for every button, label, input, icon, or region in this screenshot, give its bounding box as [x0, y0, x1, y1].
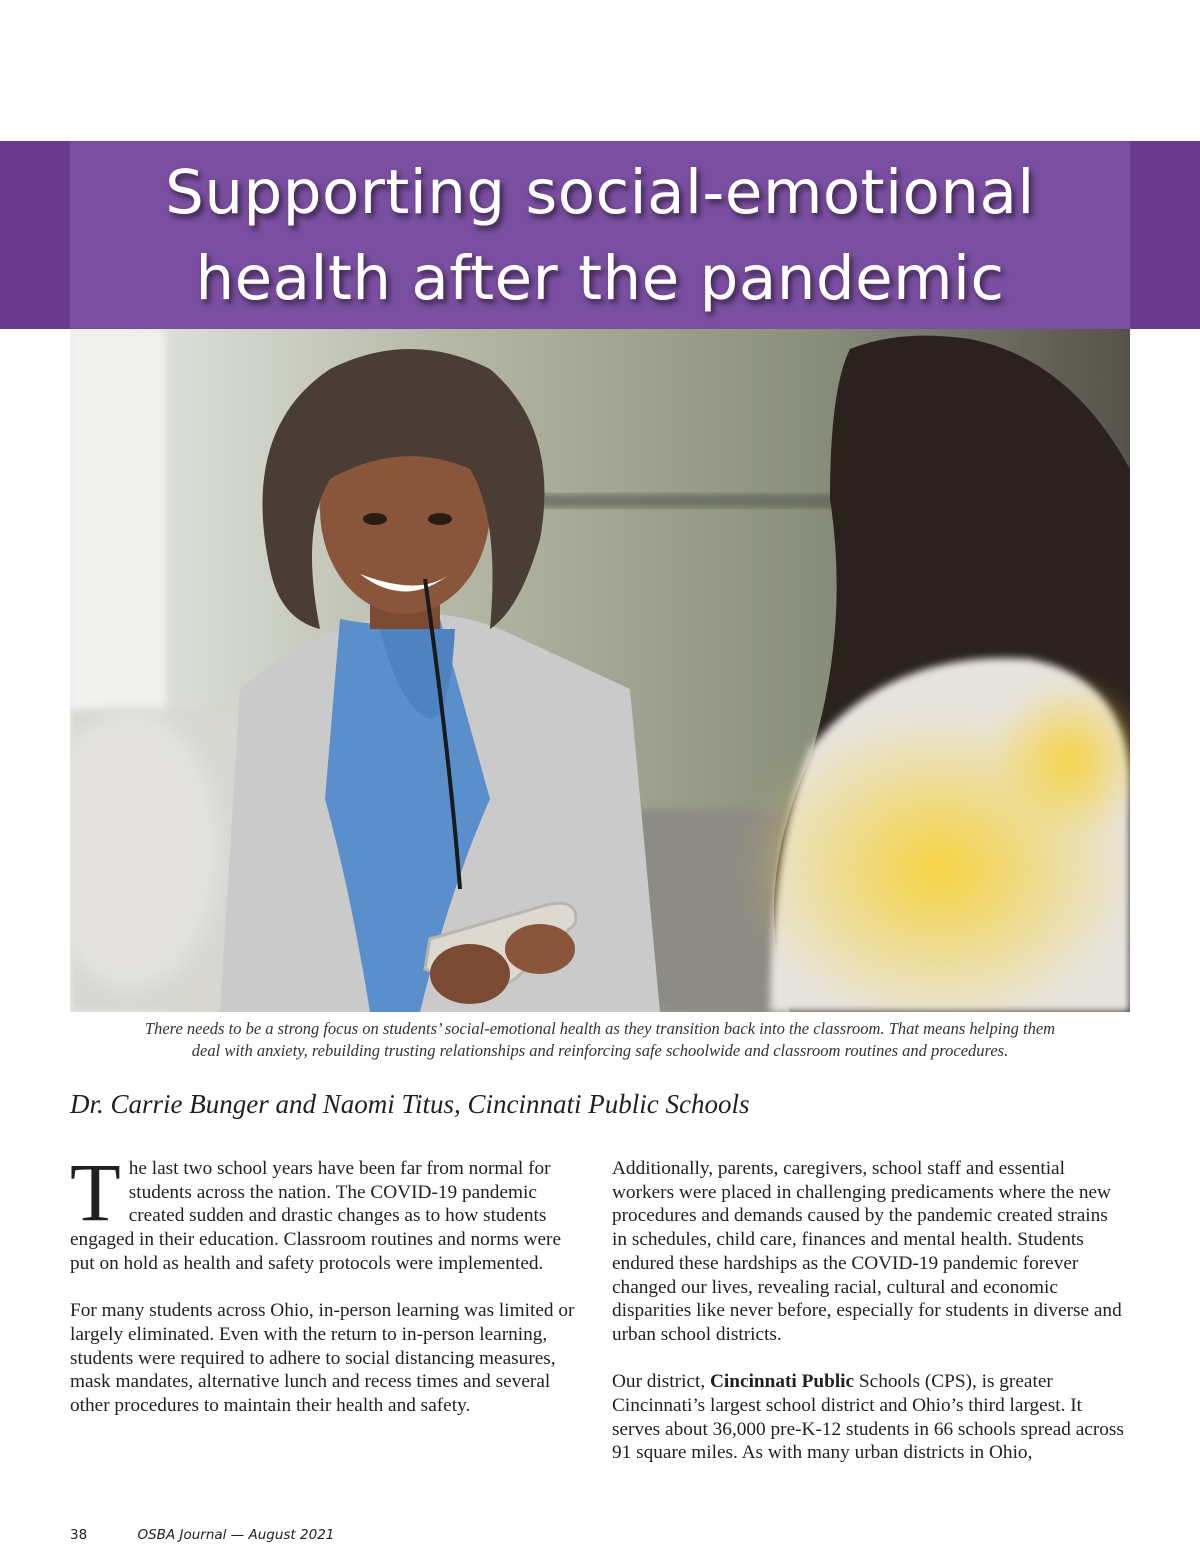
article-title [70, 150, 1130, 322]
photo-caption [72, 1018, 1128, 1062]
district-name-bold: Cincinnati Public [710, 1371, 855, 1393]
paragraph-3: Additionally, parents, caregivers, school staff and essential workers were placed in challenging predicaments where the new procedures and demands caused by the pandemic created strains in schedules, child care, finances and mental health. Students endured these hardships as the COVID-19 pandemic forever changed our lives, revealing racial, cultural and economic disparities like never before, especially for students in diverse and urban school districts. [612, 1158, 1122, 1345]
title-line-2: health after the pandemic [195, 243, 1005, 314]
article-photo [70, 329, 1130, 1012]
paragraph-4-start: Our district, [612, 1371, 710, 1393]
paragraph-2: For many students across Ohio, in-person learning was limited or largely eliminated. Even with the return to in-person learning, students were required to adhere to social distancing measures, mask mandates, alternative lunch and recess times and several other procedures to maintain their health and safety. [70, 1300, 575, 1417]
page-footer [70, 1527, 334, 1543]
counselor-photo-illustration [70, 329, 1130, 1012]
caption-line-2: deal with anxiety, rebuilding trusting relationships and reinforcing safe schoolwide and classroom routines and procedures. [191, 1041, 1009, 1060]
caption-line-1: There needs to be a strong focus on students’ social-emotional health as they transition back into the classroom. That means helping them [144, 1019, 1056, 1038]
page-number: 38 [70, 1527, 88, 1543]
body-column-right [612, 1157, 1124, 1489]
author-byline: Dr. Carrie Bunger and Naomi Titus, Cincinnati Public Schools [70, 1089, 750, 1119]
paragraph-1-text: he last two school years have been far from normal for students across the nation. The COVID-19 pandemic created sudden and drastic changes as to how students engaged in their education. Classroom routines and norms were put on hold as health and safety protocols were implemented. [70, 1158, 562, 1274]
drop-cap: T [70, 1146, 121, 1238]
paragraph-4-rest: Schools (CPS), is greater Cincinnati’s largest school district and Ohio’s third largest. It serves about 36,000 pre-K-12 students in 66 schools spread across 91 square miles. As with many urban districts in Ohio, [612, 1371, 1124, 1464]
journal-issue: OSBA Journal — August 2021 [137, 1527, 335, 1543]
title-line-1: Supporting social-emotional [165, 157, 1035, 228]
paragraph-1 [70, 1146, 582, 1276]
body-column-left [70, 1146, 582, 1441]
paragraph-4 [612, 1370, 1124, 1465]
